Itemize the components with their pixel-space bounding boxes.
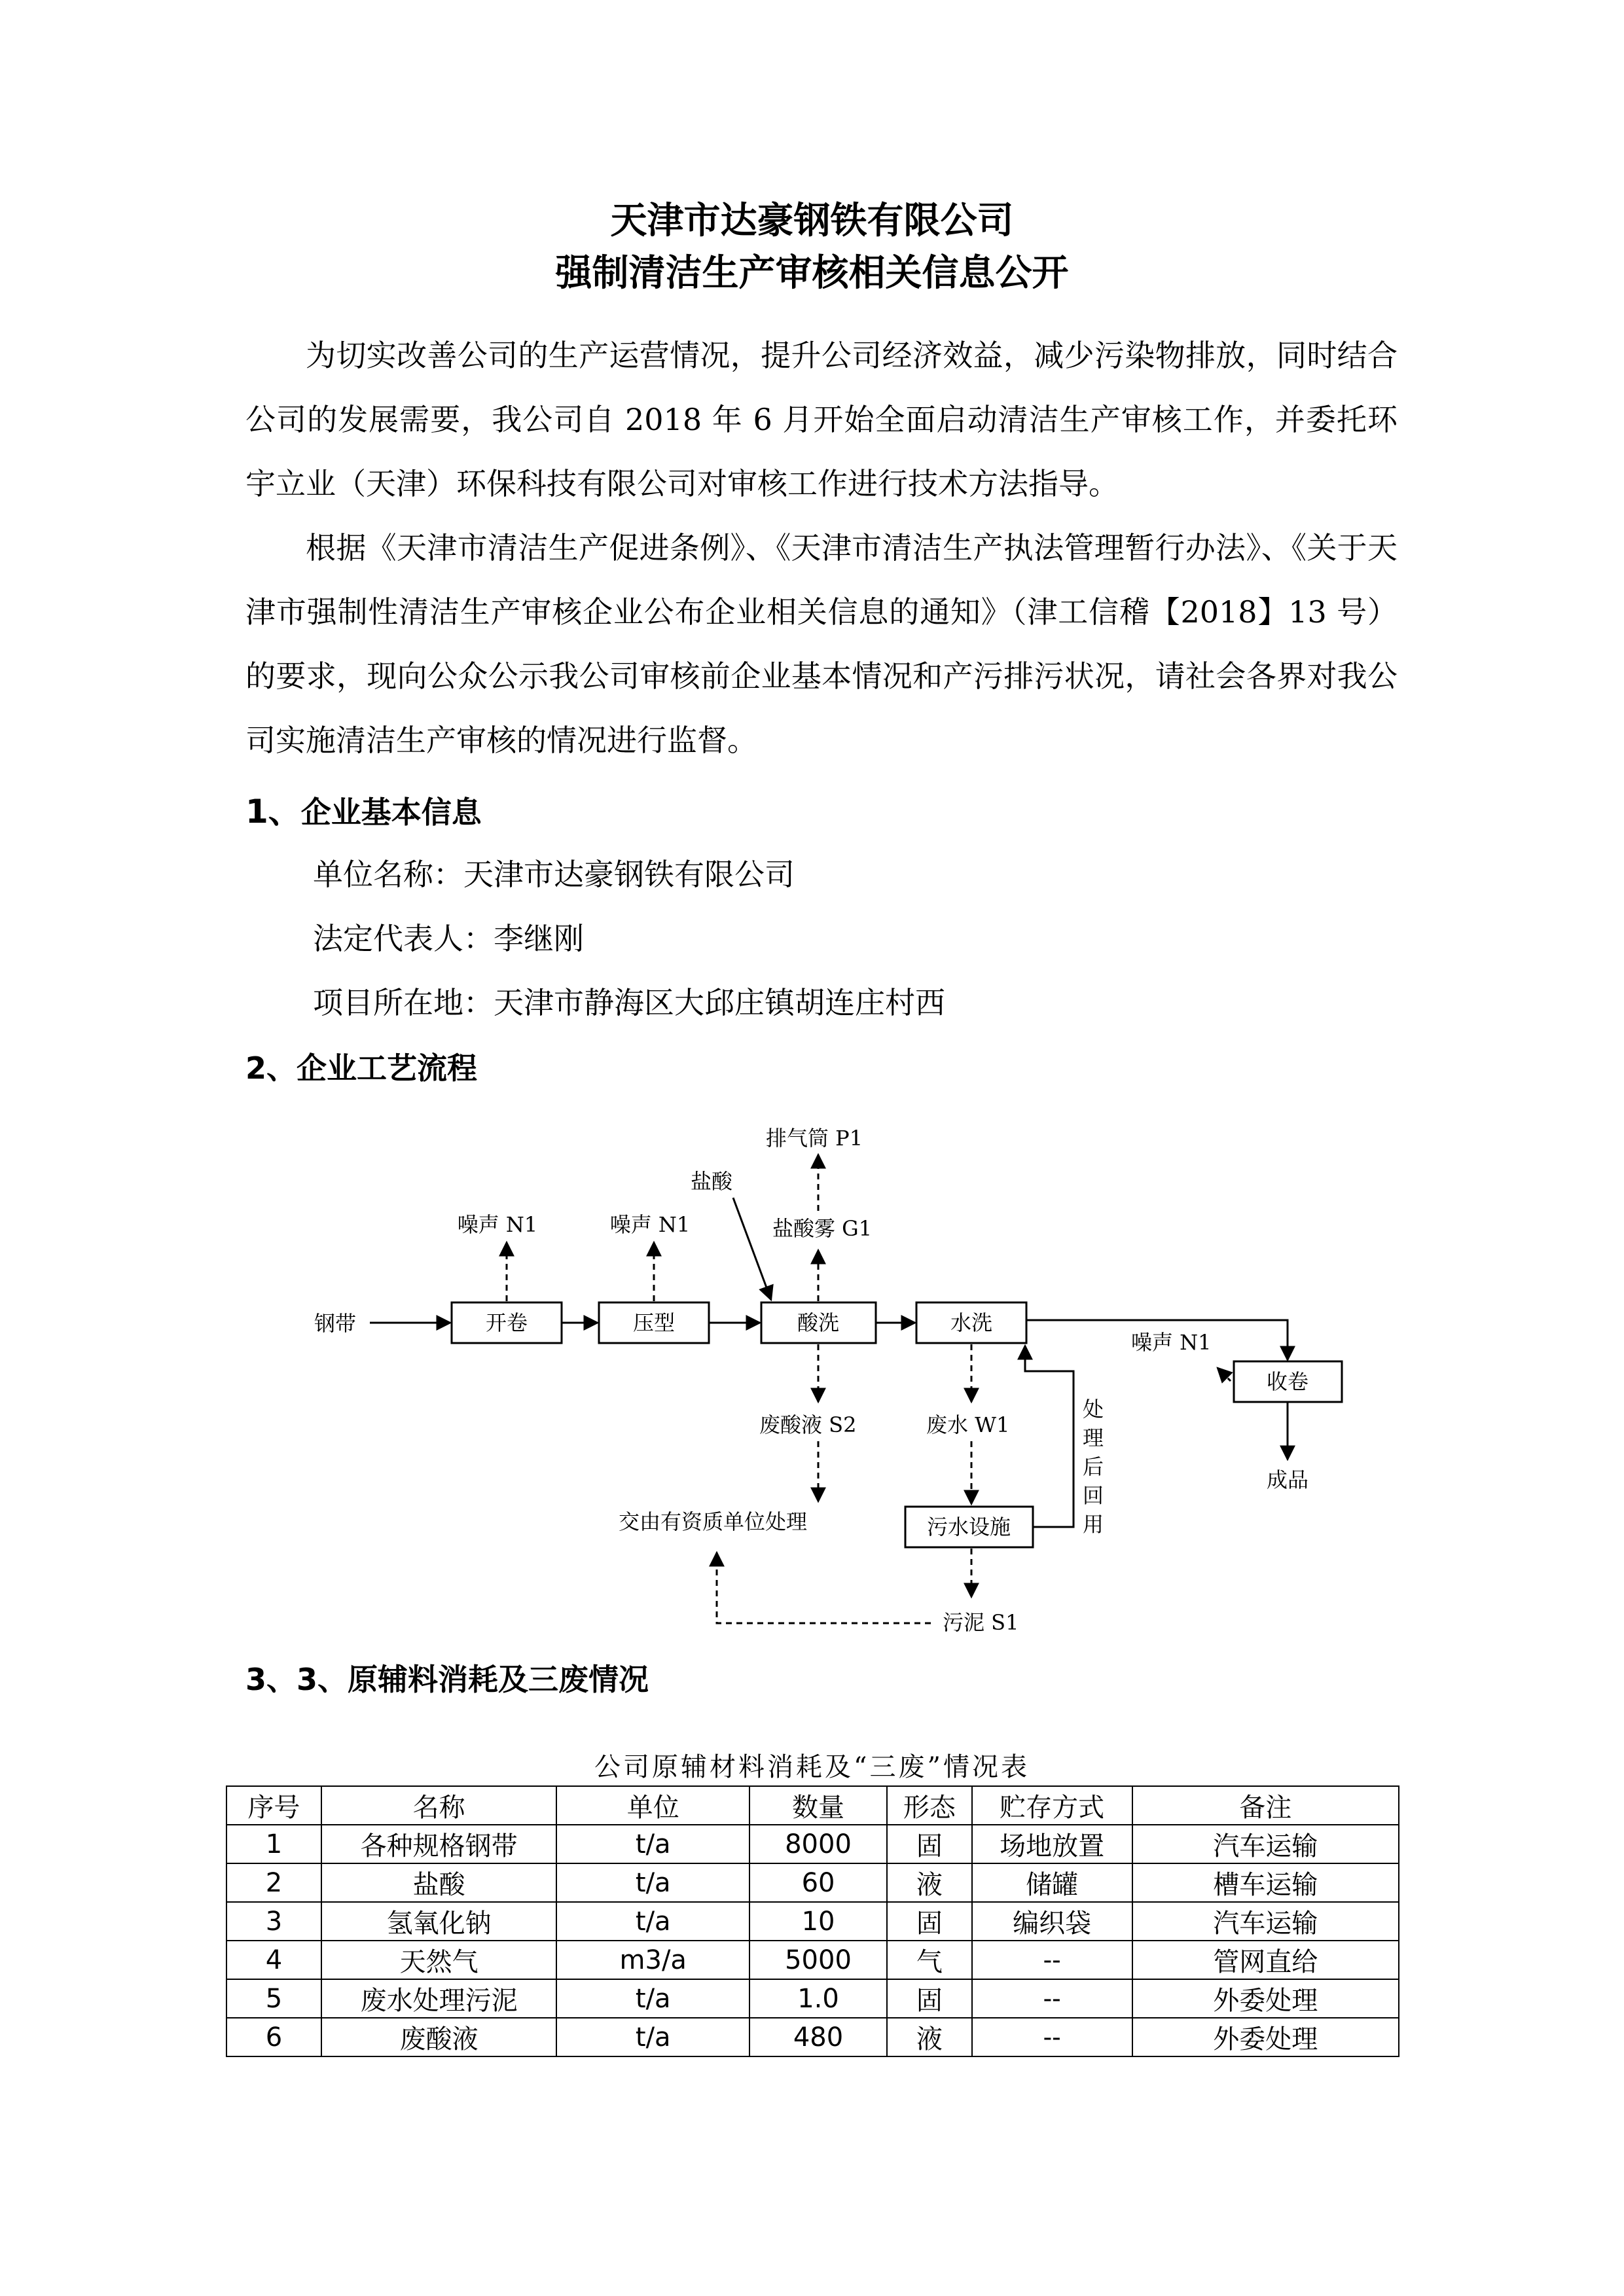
cell-storage: 编织袋 — [972, 1902, 1132, 1941]
table-row — [226, 1941, 1399, 1979]
flow-reuse-5: 用 — [1082, 1512, 1104, 1537]
flow-reuse-3: 后 — [1082, 1454, 1104, 1479]
cell-storage: -- — [972, 1941, 1132, 1979]
arrow-sludge-disposal — [717, 1552, 931, 1623]
flow-reuse-2: 理 — [1082, 1426, 1104, 1450]
cell-form: 固 — [887, 1979, 972, 2018]
intro-paragraph-2: 根据《天津市清洁生产促进条例》、《天津市清洁生产执法管理暂行办法》、《关于天津市强制性清洁生产审核企业公布企业相关信息的通知》（津工信稽【2018】13 号）的要求，现向公众公示我公司审核前企业基本情况和产污排污状况，请社会各界对我公司实施清洁生产审核的情况进行监督。 — [245, 530, 1398, 758]
flow-waste-water: 废水 W1 — [926, 1412, 1010, 1437]
cell-index: 1 — [226, 1825, 321, 1863]
flow-step-uncoil: 开卷 — [485, 1310, 528, 1335]
cell-index: 5 — [226, 1979, 321, 2018]
cell-form: 固 — [887, 1902, 972, 1941]
section-1-title: 企业基本信息 — [300, 795, 482, 830]
flow-step-press: 压型 — [632, 1310, 676, 1335]
flow-step-wash: 水洗 — [950, 1310, 993, 1335]
flow-step-pickle: 酸洗 — [797, 1310, 840, 1335]
arrow-noise-recoil — [1218, 1368, 1231, 1381]
document-title: 天津市达豪钢铁有限公司 — [610, 200, 1014, 242]
section-1-number: 1、 — [245, 793, 301, 831]
cell-unit: m3/a — [556, 1941, 749, 1979]
table-row — [226, 1825, 1399, 1863]
legal-representative: 法定代表人：李继刚 — [313, 921, 584, 956]
cell-name: 天然气 — [321, 1941, 557, 1979]
unit-name: 单位名称：天津市达豪钢铁有限公司 — [313, 857, 795, 892]
flow-noise-recoil: 噪声 N1 — [1131, 1330, 1212, 1355]
arrow-acid-pickle — [733, 1198, 771, 1300]
cell-storage: -- — [972, 2018, 1132, 2056]
cell-form: 固 — [887, 1825, 972, 1863]
cell-remarks: 外委处理 — [1132, 1979, 1399, 2018]
col-header-index: 序号 — [226, 1786, 321, 1825]
cell-name: 废水处理污泥 — [321, 1979, 557, 2018]
materials-table — [226, 1785, 1399, 2057]
flow-acid-input: 盐酸 — [691, 1169, 733, 1194]
cell-remarks: 管网直给 — [1132, 1941, 1399, 1979]
flow-noise-press: 噪声 N1 — [609, 1212, 691, 1237]
cell-remarks: 汽车运输 — [1132, 1825, 1399, 1863]
arrow-recycle — [1025, 1346, 1074, 1527]
flow-acid-mist: 盐酸雾 G1 — [772, 1216, 873, 1241]
cell-quantity: 8000 — [749, 1825, 887, 1863]
flow-reuse-1: 处 — [1082, 1397, 1104, 1422]
document-subtitle: 强制清洁生产审核相关信息公开 — [555, 252, 1069, 295]
flow-stack: 排气筒 P1 — [766, 1126, 863, 1151]
cell-form: 液 — [887, 1863, 972, 1902]
cell-storage: -- — [972, 1979, 1132, 2018]
table-header-row — [226, 1786, 1399, 1825]
cell-quantity: 60 — [749, 1863, 887, 1902]
cell-name: 废酸液 — [321, 2018, 557, 2056]
cell-form: 气 — [887, 1941, 972, 1979]
section-1-heading — [245, 785, 482, 833]
cell-quantity: 480 — [749, 2018, 887, 2056]
cell-form: 液 — [887, 2018, 972, 2056]
table-row — [226, 2018, 1399, 2056]
cell-name: 盐酸 — [321, 1863, 557, 1902]
flow-reuse-4: 回 — [1082, 1483, 1104, 1508]
cell-unit: t/a — [556, 2018, 749, 2056]
cell-remarks: 槽车运输 — [1132, 1863, 1399, 1902]
cell-remarks: 外委处理 — [1132, 2018, 1399, 2056]
cell-name: 氢氧化钠 — [321, 1902, 557, 1941]
col-header-storage: 贮存方式 — [972, 1786, 1132, 1825]
cell-unit: t/a — [556, 1825, 749, 1863]
process-flow-diagram — [301, 1106, 1362, 1649]
col-header-quantity: 数量 — [749, 1786, 887, 1825]
intro-paragraph-1: 为切实改善公司的生产运营情况，提升公司经济效益，减少污染物排放，同时结合公司的发展需要，我公司自 2018 年 6 月开始全面启动清洁生产审核工作，并委托环宇立业（天津）环保科技有限公司对审核工作进行技术方法指导。 — [245, 338, 1398, 501]
col-header-remarks: 备注 — [1132, 1786, 1399, 1825]
cell-index: 2 — [226, 1863, 321, 1902]
flow-treatment: 污水设施 — [926, 1515, 1011, 1539]
cell-quantity: 10 — [749, 1902, 887, 1941]
col-header-name: 名称 — [321, 1786, 557, 1825]
cell-quantity: 1.0 — [749, 1979, 887, 2018]
table-caption: 公司原辅材料消耗及“三废”情况表 — [594, 1752, 1030, 1782]
cell-unit: t/a — [556, 1979, 749, 2018]
cell-quantity: 5000 — [749, 1941, 887, 1979]
section-3-heading: 3、3、原辅料消耗及三废情况 — [245, 1662, 649, 1697]
flow-sludge: 污泥 S1 — [943, 1610, 1019, 1635]
cell-index: 3 — [226, 1902, 321, 1941]
table-row — [226, 1863, 1399, 1902]
cell-index: 4 — [226, 1941, 321, 1979]
flow-input: 钢带 — [314, 1311, 357, 1336]
col-header-form: 形态 — [887, 1786, 972, 1825]
table-row — [226, 1902, 1399, 1941]
cell-unit: t/a — [556, 1902, 749, 1941]
flow-step-recoil: 收卷 — [1266, 1369, 1309, 1394]
table-row — [226, 1979, 1399, 2018]
cell-name: 各种规格钢带 — [321, 1825, 557, 1863]
section-2-heading: 2、企业工艺流程 — [245, 1050, 478, 1086]
flow-noise-uncoil: 噪声 N1 — [457, 1212, 538, 1237]
flow-product: 成品 — [1266, 1467, 1309, 1492]
project-location: 项目所在地：天津市静海区大邱庄镇胡连庄村西 — [313, 985, 945, 1020]
cell-index: 6 — [226, 2018, 321, 2056]
cell-unit: t/a — [556, 1863, 749, 1902]
cell-remarks: 汽车运输 — [1132, 1902, 1399, 1941]
col-header-unit: 单位 — [556, 1786, 749, 1825]
cell-storage: 场地放置 — [972, 1825, 1132, 1863]
flow-waste-acid: 废酸液 S2 — [759, 1412, 857, 1437]
cell-storage: 储罐 — [972, 1863, 1132, 1902]
flow-disposal: 交由有资质单位处理 — [619, 1509, 808, 1534]
